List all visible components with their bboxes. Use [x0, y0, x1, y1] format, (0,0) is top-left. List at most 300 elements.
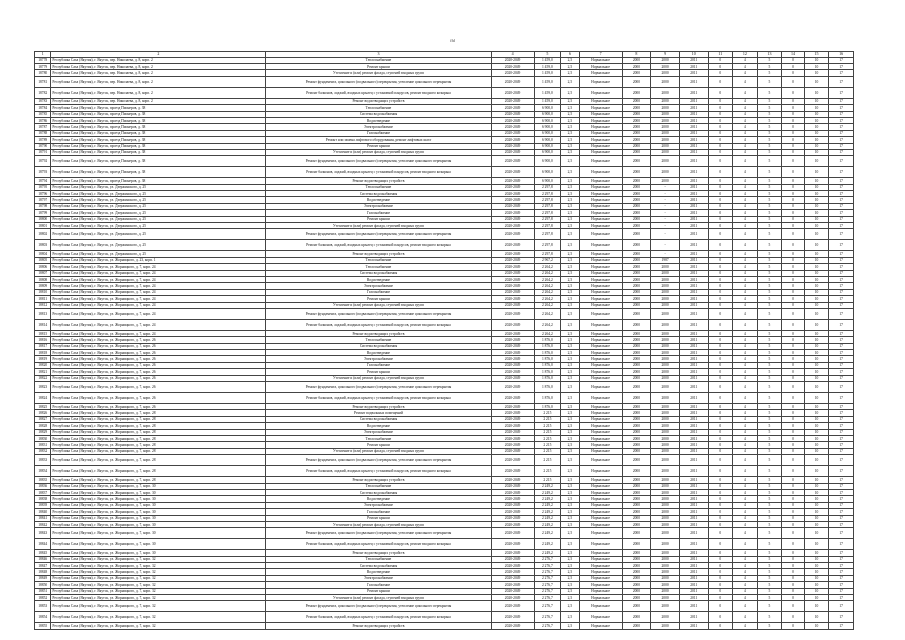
table-cell: Нормальное	[579, 143, 622, 149]
table-cell: 0	[782, 197, 805, 203]
table-cell: Газоснабжение	[266, 130, 491, 136]
table-cell: 18794	[35, 178, 51, 184]
table-cell: 0	[708, 404, 733, 410]
table-cell: 2011	[679, 588, 708, 594]
table-cell: 10	[804, 404, 829, 410]
table-cell: 2011	[679, 623, 708, 629]
table-cell: 4	[733, 87, 758, 98]
table-cell: Ремонт подвальных помещений	[266, 410, 491, 416]
table-cell: 2000	[651, 143, 680, 149]
table-cell: Республика Саха (Якутия), г. Якутск, ул. Жорницкого, д. 7, корп. 24	[51, 302, 266, 308]
table-cell: 2000	[622, 283, 651, 289]
table-cell: 2000	[651, 466, 680, 477]
table-cell: 18839	[35, 502, 51, 508]
table-cell: 18790	[35, 143, 51, 149]
table-cell: 4	[733, 595, 758, 601]
table-cell: Электроснабжение	[266, 203, 491, 209]
table-cell: 2020-2049	[491, 98, 534, 104]
table-cell: 2020-2049	[491, 270, 534, 276]
table-cell: Водоотведение	[266, 423, 491, 429]
table-cell: 2,5	[561, 466, 579, 477]
table-cell: 4	[733, 375, 758, 381]
table-cell: 2020-2049	[491, 550, 534, 556]
table-cell: Ремонт фундамента, цокольного (подвального) перекрытия, утепление цокольного перекрытия	[266, 455, 491, 466]
table-cell: 2000	[622, 197, 651, 203]
table-cell: 0	[782, 130, 805, 136]
table-cell: 0	[708, 156, 733, 167]
table-cell: Республика Саха (Якутия), г. Якутск, ул. Жорницкого, д. 7, корп. 32	[51, 563, 266, 569]
table-cell: Система водоснабжения	[266, 563, 491, 569]
table-cell: 18779	[35, 63, 51, 69]
table-cell: 2011	[679, 612, 708, 623]
table-row	[35, 156, 854, 167]
table-cell: 2011	[679, 337, 708, 343]
column-number: 16	[829, 52, 854, 58]
table-cell: 10	[804, 117, 829, 123]
table-cell: Водоотведение	[266, 569, 491, 575]
table-cell: Ремонт крыши	[266, 216, 491, 222]
table-cell: 18814	[35, 319, 51, 330]
column-number: 10	[679, 52, 708, 58]
table-cell: 2 967,2	[534, 257, 561, 263]
table-cell: 18808	[35, 276, 51, 282]
table-cell: 0	[708, 515, 733, 521]
table-row	[35, 167, 854, 178]
table-cell: 5	[757, 257, 782, 263]
table-cell: 2,5	[561, 184, 579, 190]
table-cell: 18805	[35, 257, 51, 263]
table-cell: 2000	[651, 539, 680, 550]
table-cell: 2000	[622, 404, 651, 410]
table-cell: 2011	[679, 416, 708, 422]
table-cell: 1 876,0	[534, 404, 561, 410]
table-cell: 18804	[35, 251, 51, 257]
table-cell: 2 264,2	[534, 330, 561, 336]
table-cell: 2020-2049	[491, 455, 534, 466]
table-cell: 2020-2049	[491, 105, 534, 111]
table-row	[35, 76, 854, 87]
table-cell: 2,5	[561, 276, 579, 282]
table-cell: 4	[733, 111, 758, 117]
table-cell: 5	[757, 178, 782, 184]
table-cell: 2000	[651, 563, 680, 569]
table-cell: 2,5	[561, 575, 579, 581]
table-cell: 5	[757, 601, 782, 612]
table-cell: 2 249,2	[534, 496, 561, 502]
table-cell: 10	[804, 483, 829, 489]
table-cell: 0	[708, 375, 733, 381]
table-cell: 18793	[35, 167, 51, 178]
table-cell: 2,5	[561, 509, 579, 515]
table-cell: 2,5	[561, 330, 579, 336]
table-cell: 2,5	[561, 197, 579, 203]
table-cell: Республика Саха (Якутия), г. Якутск, проезд Пионеров, д. 38	[51, 105, 266, 111]
table-cell: 2 264,2	[534, 264, 561, 270]
table-cell: 2,5	[561, 191, 579, 197]
table-cell: 18798	[35, 203, 51, 209]
table-cell: Нормальное	[579, 216, 622, 222]
table-cell: 2020-2049	[491, 442, 534, 448]
table-cell: 0	[708, 76, 733, 87]
table-cell: Республика Саха (Якутия), г. Якутск, ул. Жорницкого, д. 7, корп. 32	[51, 595, 266, 601]
table-cell: 2011	[679, 143, 708, 149]
table-cell: Нормальное	[579, 410, 622, 416]
table-cell: Водоотведение	[266, 197, 491, 203]
table-cell: 2020-2049	[491, 582, 534, 588]
table-cell: 17	[829, 362, 854, 368]
table-cell: 2020-2049	[491, 343, 534, 349]
table-cell: Республика Саха (Якутия), г. Якутск, пер. Николаева, д. 8, корп. 2	[51, 87, 266, 98]
table-cell: 18850	[35, 582, 51, 588]
table-cell: Нормальное	[579, 575, 622, 581]
table-cell: 0	[782, 569, 805, 575]
table-cell: 2,5	[561, 356, 579, 362]
table-cell: 2020-2049	[491, 57, 534, 63]
table-cell: 2000	[651, 137, 680, 143]
column-number: 8	[622, 52, 651, 58]
table-cell: Нормальное	[579, 167, 622, 178]
table-cell: 1 876,0	[534, 350, 561, 356]
table-cell: Водоотведение	[266, 117, 491, 123]
table-cell: Нормальное	[579, 423, 622, 429]
table-cell: 5	[757, 588, 782, 594]
table-cell: 0	[708, 423, 733, 429]
table-cell: 2000	[651, 350, 680, 356]
table-cell: 2,5	[561, 563, 579, 569]
table-cell: 5	[757, 416, 782, 422]
table-cell: Республика Саха (Якутия), г. Якутск, проезд Пионеров, д. 38	[51, 178, 266, 184]
table-cell: 2020-2049	[491, 197, 534, 203]
table-cell: 2,5	[561, 240, 579, 251]
table-cell: 1 459,0	[534, 98, 561, 104]
table-cell: Ремонт фундамента, цокольного (подвального) перекрытия, утепление цокольного перекрытия	[266, 76, 491, 87]
table-cell: 4	[733, 130, 758, 136]
table-cell: 4	[733, 319, 758, 330]
table-cell: 4	[733, 178, 758, 184]
table-cell: Нормальное	[579, 98, 622, 104]
table-cell: Республика Саха (Якутия), г. Якутск, ул. Жорницкого, д. 7, корп. 28	[51, 423, 266, 429]
table-cell: Ремонт балконов, лоджий, входных крылец с установкой пандусов, ремонт входного козырька	[266, 87, 491, 98]
table-cell: 5	[757, 442, 782, 448]
table-cell: 17	[829, 70, 854, 76]
table-cell: 18823	[35, 382, 51, 393]
table-cell: 0	[708, 270, 733, 276]
table-cell: Нормальное	[579, 319, 622, 330]
table-cell: 0	[782, 515, 805, 521]
table-cell: 2000	[622, 569, 651, 575]
table-cell: 2,5	[561, 289, 579, 295]
column-number: 15	[804, 52, 829, 58]
table-cell: Нормальное	[579, 455, 622, 466]
table-cell: Нормальное	[579, 240, 622, 251]
table-cell: Республика Саха (Якутия), г. Якутск, ул. Жорницкого, д. 7, корп. 24	[51, 270, 266, 276]
table-cell: Республика Саха (Якутия), г. Якутск, ул. Жорницкого, д. 7, корп. 28	[51, 448, 266, 454]
table-cell: Теплоснабжение	[266, 436, 491, 442]
table-cell: 0	[782, 612, 805, 623]
table-cell: 0	[708, 223, 733, 229]
table-cell: 2020-2049	[491, 563, 534, 569]
table-cell: 2000	[651, 276, 680, 282]
table-cell: Нормальное	[579, 489, 622, 495]
table-cell: 2000	[622, 251, 651, 257]
table-cell: 17	[829, 251, 854, 257]
table-cell: 18788	[35, 130, 51, 136]
table-cell: 18802	[35, 229, 51, 240]
table-cell: 5	[757, 623, 782, 629]
table-cell: 0	[782, 240, 805, 251]
table-cell: 2,5	[561, 156, 579, 167]
table-cell: 2011	[679, 509, 708, 515]
table-cell: 10	[804, 423, 829, 429]
table-cell: 2,5	[561, 350, 579, 356]
table-cell: Нормальное	[579, 563, 622, 569]
table-cell: 2011	[679, 404, 708, 410]
table-cell: 18831	[35, 442, 51, 448]
table-cell: 5	[757, 264, 782, 270]
table-cell: 2020-2049	[491, 369, 534, 375]
table-cell: 17	[829, 515, 854, 521]
table-cell: 18813	[35, 308, 51, 319]
table-cell: 10	[804, 539, 829, 550]
table-cell: 10	[804, 143, 829, 149]
table-cell: 17	[829, 117, 854, 123]
table-cell: 2011	[679, 117, 708, 123]
table-cell: 2000	[622, 448, 651, 454]
table-cell: Система водоснабжения	[266, 416, 491, 422]
table-cell: 2000	[622, 191, 651, 197]
table-cell: 10	[804, 455, 829, 466]
table-cell: 18819	[35, 356, 51, 362]
table-cell: 2000	[622, 98, 651, 104]
table-cell: 0	[708, 105, 733, 111]
column-number: 2	[51, 52, 266, 58]
table-cell: 2020-2049	[491, 63, 534, 69]
table-cell: 2000	[622, 111, 651, 117]
table-cell: Нормальное	[579, 270, 622, 276]
table-cell: 2011	[679, 550, 708, 556]
table-cell: 2,5	[561, 283, 579, 289]
table-cell: 2011	[679, 343, 708, 349]
table-cell: 2000	[622, 70, 651, 76]
table-cell: 18807	[35, 270, 51, 276]
table-cell: 5	[757, 436, 782, 442]
table-cell: Республика Саха (Якутия), г. Якутск, проезд Пионеров, д. 38	[51, 124, 266, 130]
table-cell: Система водоснабжения	[266, 191, 491, 197]
table-cell: 17	[829, 477, 854, 483]
table-cell: 18833	[35, 455, 51, 466]
table-cell: 18810	[35, 289, 51, 295]
table-cell: 2,5	[561, 582, 579, 588]
table-cell: Республика Саха (Якутия), г. Якутск, ул. Дзержинского, д. 25	[51, 197, 266, 203]
table-cell: 17	[829, 382, 854, 393]
table-cell: 5	[757, 382, 782, 393]
table-cell: 2,5	[561, 98, 579, 104]
table-cell: 10	[804, 319, 829, 330]
table-cell: 2011	[679, 477, 708, 483]
table-cell: 10	[804, 124, 829, 130]
table-cell: Республика Саха (Якутия), г. Якутск, ул. Жорницкого, д. 7, корп. 26	[51, 343, 266, 349]
table-cell: Нормальное	[579, 466, 622, 477]
table-cell: 17	[829, 197, 854, 203]
table-cell: 0	[708, 117, 733, 123]
table-cell: 0	[782, 191, 805, 197]
table-cell: 0	[782, 216, 805, 222]
table-cell: 5	[757, 203, 782, 209]
table-cell: 2 249,2	[534, 550, 561, 556]
table-cell: 2,5	[561, 550, 579, 556]
table-cell: 0	[782, 289, 805, 295]
table-cell: Республика Саха (Якутия), г. Якутск, ул. Жорницкого, д. 7, корп. 26	[51, 337, 266, 343]
table-cell: 4	[733, 302, 758, 308]
table-cell: 18778	[35, 57, 51, 63]
table-cell: 5	[757, 612, 782, 623]
table-cell: Система водоснабжения	[266, 343, 491, 349]
table-cell: 10	[804, 289, 829, 295]
table-cell: 0	[708, 57, 733, 63]
table-cell: 0	[708, 496, 733, 502]
table-cell: 0	[782, 308, 805, 319]
table-cell: 17	[829, 137, 854, 143]
table-cell: 2,5	[561, 87, 579, 98]
table-cell: 0	[782, 496, 805, 502]
table-cell: 2011	[679, 216, 708, 222]
table-cell: 2 249,2	[534, 539, 561, 550]
table-cell: 2011	[679, 556, 708, 562]
table-cell: Республика Саха (Якутия), г. Якутск, ул. Жорницкого, д. 7, корп. 28	[51, 466, 266, 477]
table-cell: 5	[757, 466, 782, 477]
table-cell: 10	[804, 191, 829, 197]
table-cell: 2020-2049	[491, 588, 534, 594]
table-cell: 5	[757, 251, 782, 257]
table-cell: 0	[782, 483, 805, 489]
table-cell: 4	[733, 197, 758, 203]
table-cell: 2011	[679, 184, 708, 190]
table-cell: 2 264,2	[534, 302, 561, 308]
table-cell: 2000	[651, 87, 680, 98]
table-cell: 2 276,7	[534, 582, 561, 588]
table-cell: 10	[804, 229, 829, 240]
table-cell: 2000	[622, 343, 651, 349]
table-cell: 17	[829, 57, 854, 63]
table-cell: Нормальное	[579, 137, 622, 143]
table-cell: 2011	[679, 515, 708, 521]
table-cell: 2011	[679, 105, 708, 111]
table-cell: 0	[782, 350, 805, 356]
table-cell: 2,5	[561, 343, 579, 349]
table-cell: 10	[804, 429, 829, 435]
table-cell: 2,5	[561, 264, 579, 270]
table-cell: 0	[708, 539, 733, 550]
table-cell: 2000	[651, 149, 680, 155]
table-cell: 0	[708, 455, 733, 466]
table-cell: Электроснабжение	[266, 124, 491, 130]
table-cell: Республика Саха (Якутия), г. Якутск, ул. Жорницкого, д. 7, корп. 30	[51, 550, 266, 556]
table-cell: Республика Саха (Якутия), г. Якутск, ул. Жорницкого, д. 7, корп. 30	[51, 509, 266, 515]
table-cell: 2000	[622, 330, 651, 336]
table-cell: 10	[804, 70, 829, 76]
table-cell: 0	[708, 70, 733, 76]
table-cell: 17	[829, 509, 854, 515]
table-cell: 4	[733, 251, 758, 257]
table-cell: 10	[804, 283, 829, 289]
table-cell: 2 297,8	[534, 197, 561, 203]
table-cell: Республика Саха (Якутия), г. Якутск, ул. Жорницкого, д. 7, корп. 26	[51, 350, 266, 356]
table-cell: Республика Саха (Якутия), г. Якутск, ул. Жорницкого, д. 7, корп. 30	[51, 515, 266, 521]
table-cell: Утепление и (или) ремонт фасада, ступеней входных групп	[266, 149, 491, 155]
table-cell: 2011	[679, 375, 708, 381]
table-cell: 2000	[622, 124, 651, 130]
table-cell: Нормальное	[579, 156, 622, 167]
table-cell: 2011	[679, 270, 708, 276]
table-cell: 2 264,2	[534, 289, 561, 295]
table-cell: Республика Саха (Якутия), г. Якутск, ул. Дзержинского, д. 25	[51, 210, 266, 216]
table-cell: 0	[708, 87, 733, 98]
table-cell: 2020-2049	[491, 356, 534, 362]
table-cell: 6 900,0	[534, 137, 561, 143]
table-cell: 17	[829, 319, 854, 330]
table-cell: 2000	[622, 489, 651, 495]
table-cell: 2000	[651, 601, 680, 612]
table-cell: 0	[782, 375, 805, 381]
table-cell: 17	[829, 149, 854, 155]
table-cell: 10	[804, 210, 829, 216]
table-cell: 4	[733, 63, 758, 69]
table-cell: 18825	[35, 404, 51, 410]
table-cell: Нормальное	[579, 343, 622, 349]
table-cell: 2,5	[561, 595, 579, 601]
table-cell: 5	[757, 70, 782, 76]
table-cell: 0	[708, 350, 733, 356]
table-cell: 2011	[679, 264, 708, 270]
table-cell: 2,5	[561, 393, 579, 404]
table-cell: Республика Саха (Якутия), г. Якутск, ул. Дзержинского, д. 25	[51, 184, 266, 190]
table-cell: 10	[804, 156, 829, 167]
table-cell: 2011	[679, 539, 708, 550]
table-cell: 0	[782, 63, 805, 69]
table-cell: Нормальное	[579, 623, 622, 629]
table-cell: 10	[804, 375, 829, 381]
table-cell: Утепление и (или) ремонт фасада, ступеней входных групп	[266, 521, 491, 527]
table-cell: 5	[757, 393, 782, 404]
table-cell: 2000	[651, 515, 680, 521]
table-cell: 4	[733, 455, 758, 466]
table-cell: 2011	[679, 489, 708, 495]
table-cell: 2020-2049	[491, 264, 534, 270]
table-cell: -	[651, 216, 680, 222]
table-cell: 2000	[651, 369, 680, 375]
table-cell: 0	[782, 393, 805, 404]
table-cell: 0	[782, 369, 805, 375]
table-cell: 2000	[622, 416, 651, 422]
table-cell: 10	[804, 343, 829, 349]
table-cell: 2000	[622, 308, 651, 319]
table-cell: 5	[757, 137, 782, 143]
table-cell: 2000	[651, 502, 680, 508]
table-cell: 10	[804, 137, 829, 143]
table-cell: Система водоснабжения	[266, 111, 491, 117]
table-cell: Нормальное	[579, 87, 622, 98]
table-cell: 2020-2049	[491, 556, 534, 562]
table-cell: 2,5	[561, 143, 579, 149]
table-cell: 2011	[679, 124, 708, 130]
table-cell: 6 900,0	[534, 130, 561, 136]
table-cell: 2 264,2	[534, 283, 561, 289]
table-cell: 5	[757, 362, 782, 368]
table-cell: 2000	[622, 276, 651, 282]
table-cell: 2020-2049	[491, 87, 534, 98]
table-cell: 5	[757, 223, 782, 229]
table-cell: 2,5	[561, 216, 579, 222]
